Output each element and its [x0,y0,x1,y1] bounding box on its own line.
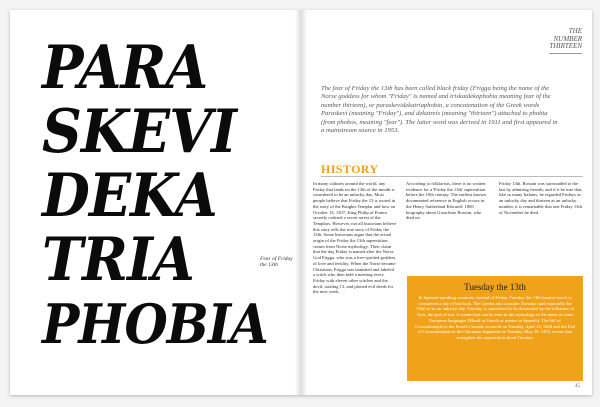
corner-tag-line: NUMBER [553,34,582,43]
section-heading: HISTORY [321,162,379,176]
title-line: TRIA [42,225,194,295]
body-column-left: In many cultures around the world, any Friday that lands on the 13th of the month is considered to be an unlucky day. Most people believe that Friday the 13 is rooted in the story of the Knights Templar and how on October 13, 1307, King Philip of France secretly ordered a secret arrest of the Templars. However, not all historians believe this story tells the true story of Friday the 13th. Some historians argue that the actual origin of the Friday the 13th superstition comes from Norse mythology. Their claim that the day Friday is named after the Norse God Frigga, who was a free-spirited goddess of love and fertility. When the Norse became Christians, Frigga was banished and labeled a witch who then held a meeting every Friday with eleven other witches and the devil, totaling 13, and plotted evil deeds for the next week. [313,181,397,295]
title-line: PHOBIA [42,292,268,356]
corner-tag-line: THIRTEEN [549,42,582,50]
right-page [301,10,592,395]
corner-tag-line: THE [568,27,582,35]
sidebar-box [407,276,583,381]
body-column-right: Friday 13th. Rossini was surrounded to the last by admiring friends; and if it be true that, like so many Italians, he regarded Fridays as an unlucky day and thirteen as an unlucky number, it is remarkable that one Friday 13th of November he died. [499,181,583,215]
left-caption: Fear of Friday the 13th [260,256,293,268]
left-page [10,10,301,395]
sidebar-title: Tuesday the 13th [464,282,526,292]
sidebar-text: In Spanish-speaking countries, instead of Friday, Tuesday the 13th (martes trece) is considered a day of bad luck. The Greeks also consider Tuesday (and especially the 13th) to be an unlucky day. Tuesday is considered to be dominated by the influence of Ares, the god of war. A connection can be seen in the etymology of the name in some European languages (Mardi in French or martes in Spanish). The fall of Constantinople to the Fourth Crusade occurred on Tuesday, April 13, 1204 and the Fall of Constantinople to the Ottomans happened on Tuesday, May 29, 1453, events that strengthen the superstition about Tuesday. [415,295,575,340]
title-line: PARA [42,33,208,103]
title-line: DEKA [42,161,217,231]
body-column-middle: According to folklorists, there is no written evidence for a 'Friday the 13th' superstition before the 19th century. The earliest known documented reference in English occurs in the Henry Sutherland Edwards' 1869 biography about Gioachino Rossini, who died on [406,181,486,221]
page-number: 45 [575,384,580,389]
corner-tag [549,28,582,54]
title-line: SKEVI [42,97,236,167]
big-title [42,33,292,356]
intro-paragraph: The fear of Friday the 13th has been called black friday (Frigga being the name of the Norse goddess for whom "Friday" is named and triskaidekaphobia meaning fear of the number thirteen), or paraskevidekatriaphobia, a concatenation of the Greek words Paraskeví (meaning "Friday"), and dekatreís (meaning "thirteen") attached to phobia (from phobos, meaning "fear"). The latter word was derived in 1911 and first appeared in a mainstream source in 1953. [321,85,558,135]
section-rule [321,176,583,177]
magazine-spread [10,10,592,395]
